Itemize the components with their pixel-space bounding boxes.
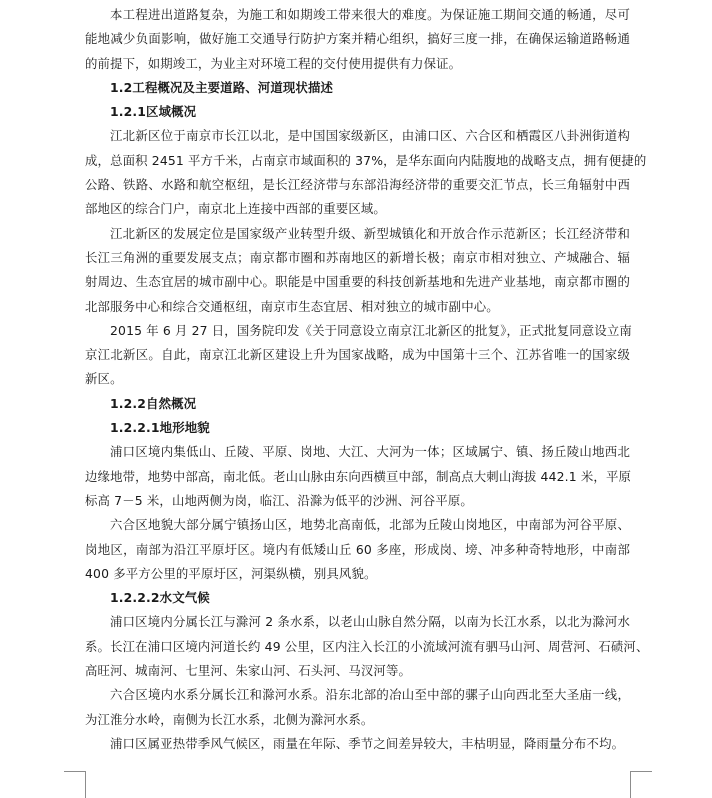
document-page: [85, 3, 649, 756]
body-text-line: 为江淮分水岭，南侧为长江水系，北侧为滁河水系。: [85, 711, 374, 727]
body-text-line: 六合区地貌大部分属宁镇扬山区，地势北高南低，北部为丘陵山岗地区，中南部为河谷平原、: [110, 517, 630, 533]
body-text-line: 系。长江在浦口区境内河道长约 49 公里，区内注入长江的小流域河流有驷马山河、周营河、石碛河、: [85, 638, 649, 654]
section-heading: 1.2.1区域概况: [110, 104, 197, 120]
body-text-line: 高旺河、城南河、七里河、朱家山河、石头河、马汊河等。: [85, 663, 412, 679]
body-text-line: 成，总面积 2451 平方千米，占南京市域面积的 37%，是华东面向内陆腹地的战略支点，拥有便捷的: [85, 152, 647, 168]
page-corner-mark-left: [64, 771, 86, 798]
body-text-line: 标高 7－5 米，山地两侧为岗，临江、沿滁为低平的沙洲、河谷平原。: [85, 492, 473, 508]
body-text-line: 浦口区境内分属长江与滁河 2 条水系，以老山山脉自然分隔，以南为长江水系，以北为滁河水: [110, 614, 630, 630]
body-text-line: 能地减少负面影响，做好施工交通导行防护方案并精心组织，搞好三度一排，在确保运输道路畅通: [85, 31, 630, 47]
body-text-line: 京江北新区。自此，南京江北新区建设上升为国家战略，成为中国第十三个、江苏省唯一的国家级: [85, 347, 630, 363]
body-text-line: 本工程进出道路复杂，为施工和如期竣工带来很大的难度。为保证施工期间交通的畅通，尽可: [110, 7, 630, 22]
section-heading: 1.2工程概况及主要道路、河道现状描述: [110, 79, 334, 95]
body-text-line: 六合区境内水系分属长江和滁河水系。沿东北部的冶山至中部的骡子山向西北至大圣庙一线，: [110, 687, 630, 703]
body-text-line: 浦口区境内集低山、丘陵、平原、岗地、大江、大河为一体；区域属宁、镇、扬丘陵山地西北: [110, 444, 630, 460]
body-text-line: 新区。: [85, 371, 123, 387]
page-corner-mark-right: [630, 771, 652, 798]
body-text-line: 北部服务中心和综合交通枢纽，南京市生态宜居、相对独立的城市副中心。: [85, 298, 499, 314]
body-text-line: 400 多平方公里的平原圩区，河渠纵横，别具风貌。: [85, 565, 377, 581]
body-text-line: 公路、铁路、水路和航空枢纽，是长江经济带与东部沿海经济带的重要交汇节点，长三角辐射中西: [85, 177, 630, 193]
section-heading: 1.2.2.2水文气候: [110, 590, 210, 606]
body-text-line: 江北新区的发展定位是国家级产业转型升级、新型城镇化和开放合作示范新区；长江经济带和: [110, 225, 630, 241]
body-text-line: 的前提下，如期竣工，为业主对环境工程的交付使用提供有力保证。: [85, 55, 462, 71]
body-text-line: 岗地区，南部为沿江平原圩区。境内有低矮山丘 60 多座，形成岗、塝、冲多种奇特地形，中南部: [85, 541, 630, 557]
body-text-line: 部地区的综合门户，南京北上连接中西部的重要区域。: [85, 201, 386, 217]
body-text-line: 长江三角洲的重要发展支点；南京都市圈和苏南地区的新增长极；南京市相对独立、产城融合、辐: [85, 249, 630, 265]
body-text-line: 浦口区属亚热带季风气候区，雨量在年际、季节之间差异较大，丰枯明显，降雨量分布不均。: [110, 735, 625, 751]
body-text-line: 江北新区位于南京市长江以北，是中国国家级新区，由浦口区、六合区和栖霞区八卦洲街道构: [110, 128, 630, 144]
section-heading: 1.2.2.1地形地貌: [110, 420, 210, 436]
section-heading: 1.2.2自然概况: [110, 395, 197, 411]
body-text-line: 射周边、生态宜居的城市副中心。职能是中国重要的科技创新基地和先进产业基地，南京都市圈的: [85, 274, 630, 290]
body-text-line: 2015 年 6 月 27 日，国务院印发《关于同意设立南京江北新区的批复》，正式批复同意设立南: [110, 322, 632, 338]
body-text-line: 边缘地带，地势中部高，南北低。老山山脉由东向西横亘中部，制高点大刺山海拔 442.1 米，平原: [85, 468, 632, 484]
